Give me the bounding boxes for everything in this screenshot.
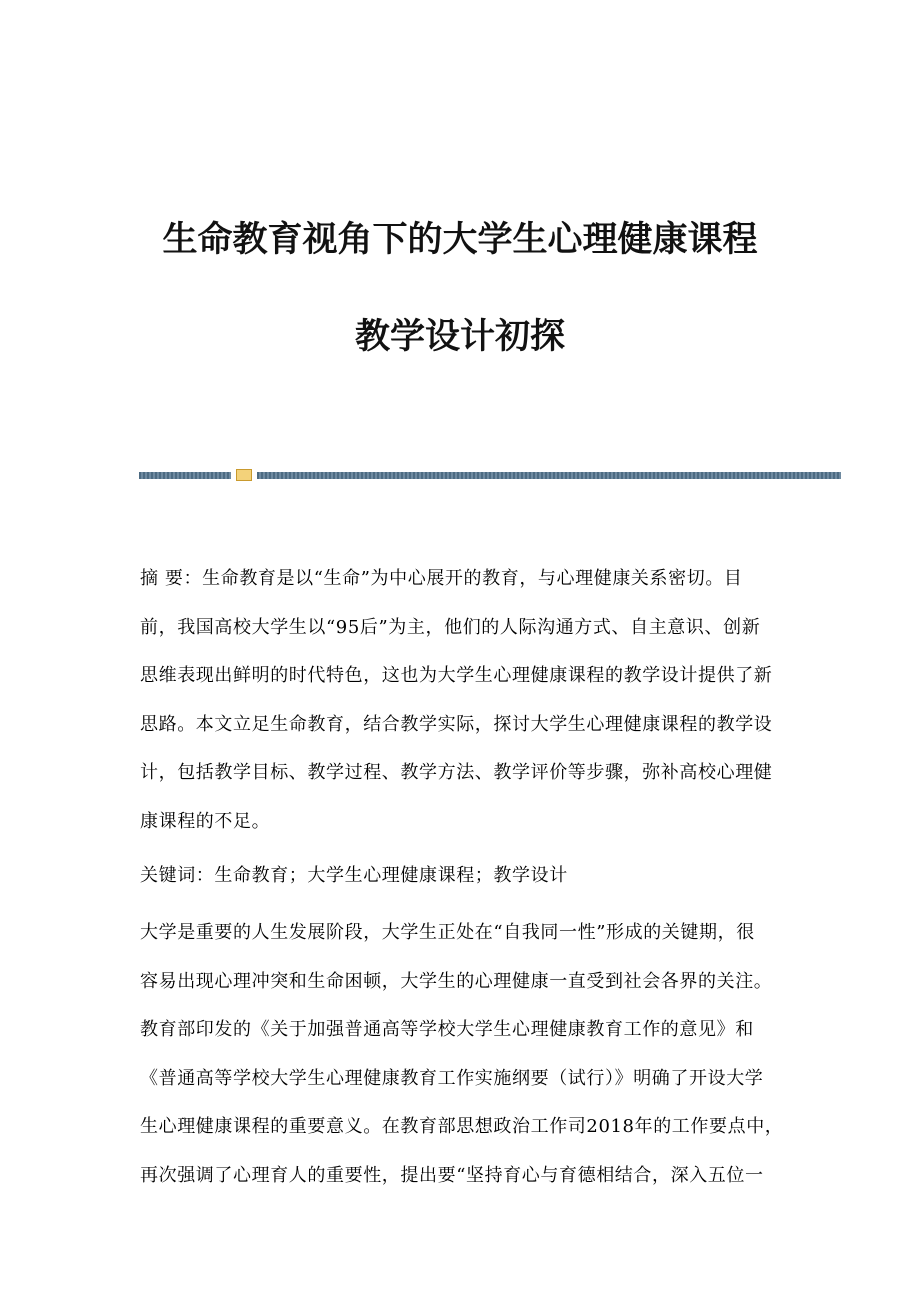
keywords-line: 关键词：生命教育；大学生心理健康课程；教学设计: [140, 865, 568, 886]
body-line: 教育部印发的《关于加强普通高等学校大学生心理健康教育工作的意见》和: [140, 1019, 754, 1040]
abstract-line: 康课程的不足。: [140, 810, 271, 832]
body-line: 生心理健康课程的重要意义。在教育部思想政治工作司2018年的工作要点中，: [140, 1116, 784, 1137]
title-divider-right: [257, 472, 841, 479]
abstract-paragraph: [140, 555, 780, 846]
keywords-paragraph: [140, 852, 780, 901]
abstract-line: 计，包括教学目标、教学过程、教学方法、教学评价等步骤，弥补高校心理健: [140, 762, 773, 783]
body-line: 容易出现心理冲突和生命困顿，大学生的心理健康一直受到社会各界的关注。: [140, 970, 773, 992]
body-line: 大学是重要的人生发展阶段，大学生正处在“自我同一性”形成的关键期，很: [140, 922, 755, 943]
abstract-line: 思维表现出鲜明的时代特色，这也为大学生心理健康课程的教学设计提供了新: [140, 665, 773, 686]
divider-ornament-icon: [236, 469, 252, 481]
body-line: 《普通高等学校大学生心理健康教育工作实施纲要（试行）》明确了开设大学: [140, 1067, 764, 1089]
title-divider-left: [139, 472, 231, 479]
body-line: 再次强调了心理育人的重要性，提出要“坚持育心与育德相结合，深入五位一: [140, 1164, 764, 1186]
body-paragraph: [140, 909, 784, 1200]
abstract-line: 前，我国高校大学生以“95后”为主，他们的人际沟通方式、自主意识、创新: [140, 616, 761, 638]
document-title-line-1: 生命教育视角下的大学生心理健康课程: [162, 220, 758, 260]
abstract-line: 思路。本文立足生命教育，结合教学实际，探讨大学生心理健康课程的教学设: [140, 713, 773, 735]
document-title-line-2: 教学设计初探: [354, 317, 565, 357]
abstract-line: 摘 要：生命教育是以“生命”为中心展开的教育，与心理健康关系密切。目: [140, 568, 743, 589]
